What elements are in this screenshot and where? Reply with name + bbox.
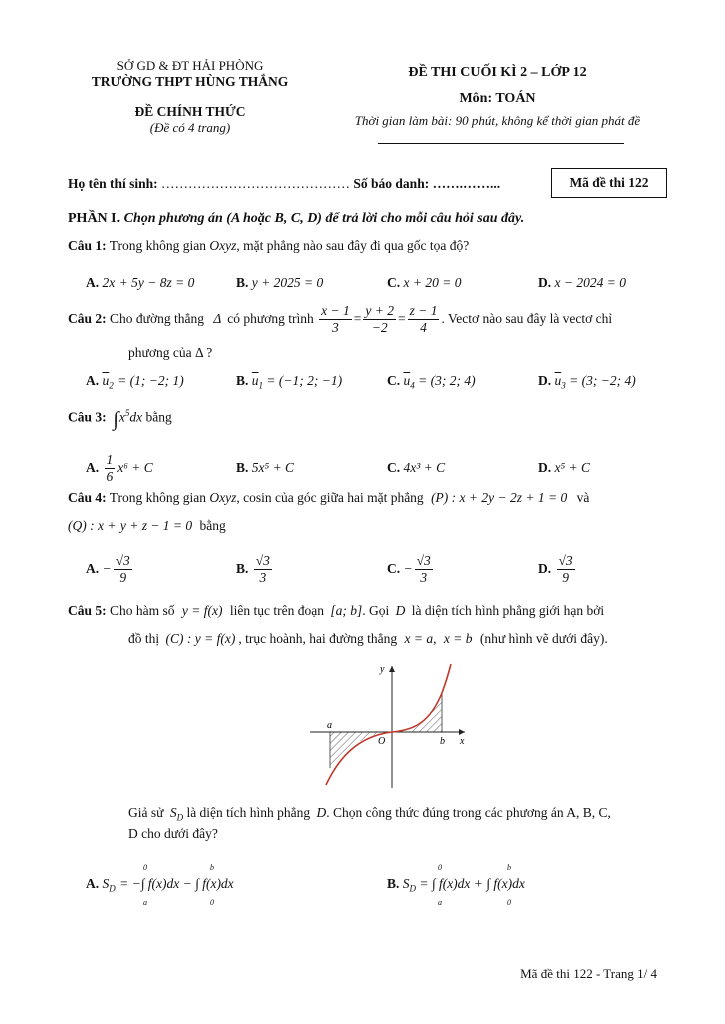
q2-stem: Câu 2: Cho đường thẳng Δ có phương trình $\frac{x - 1}{3}$ = $\frac{y + 2}{-2}$ = $\frac{z - 1}{4}$ . Vectơ nào sau đây là vectơ chỉ [68,303,613,335]
q1-option-a[interactable]: A. 2x + 5y − 8z = 0 [86,275,195,290]
q4-option-d[interactable]: D. $\frac{√3}{9}$ [538,553,573,585]
dept-name: SỞ GD & ĐT HẢI PHÒNG [116,58,264,73]
q2-option-b[interactable]: B. $\overline{u}_1 = (-1$; 2; −1) [236,373,343,391]
sbd-label: Số báo danh: [353,176,430,191]
x-axis-arrow [459,729,465,735]
q3-stem: Câu 3: $\int x^5dx$ bằng [68,408,172,431]
exam-code-box: Mã đề thi 122 [551,168,667,198]
candidate-line [68,176,500,192]
q3-option-d[interactable]: D. x⁵ + C [538,460,591,475]
q5-stem-line2: đồ thị (C) : y = f(x) , trục hoành, hai đường thẳng x = a, x = b (như hình vẽ dưới đây). [128,631,608,646]
q5-stem: Câu 5: Cho hàm số y = f(x) liên tục trên đoạn [a; b]. Gọi D là diện tích hình phẳng giới hạn bởi [68,603,605,618]
q1-stem: Câu 1: Trong không gian Oxyz, mặt phẳng nào sau đây đi qua gốc tọa độ? [68,238,470,253]
q4-option-b[interactable]: B. $\frac{√3}{3}$ [236,553,270,585]
q3-option-b[interactable]: B. 5x⁵ + C [236,460,295,475]
q5-graph [300,660,480,795]
q1-option-c[interactable]: C. x + 20 = 0 [387,275,462,290]
q4-option-a[interactable]: A. − $\frac{√3}{9}$ [86,553,130,585]
q2-option-d[interactable]: D. $\overline{u}_3 = (3$; −2; 4) [538,373,636,391]
y-label: y [380,664,385,675]
q5-after-line1: Giả sử $S_D$ là diện tích hình phẳng D. Chọn công thức đúng trong các phương án A, B, C, [128,805,611,823]
q2-frac-y: $\frac{y + 2}{-2}$ [365,303,394,335]
b-label: b [440,736,445,747]
q4-option-c[interactable]: C. − $\frac{√3}{3}$ [387,553,431,585]
y-axis-arrow [389,666,395,672]
header-right [330,65,665,129]
q5-option-a[interactable]: A. $S_D$ = −∫ f(x)dx − ∫ f(x)dx [86,876,234,894]
x-label: x [460,736,465,747]
q5-option-b[interactable]: B. $S_D$ = ∫ f(x)dx + ∫ f(x)dx [387,876,525,894]
exam-title: ĐỀ THI CUỐI KÌ 2 – LỚP 12 [408,65,587,80]
q2-option-c[interactable]: C. $\overline{u}_4 = (3$; 2; 4) [387,373,476,391]
q3-option-c[interactable]: C. 4x³ + C [387,460,446,475]
header-left [60,58,320,136]
q4-stem-line2: (Q) : x + y + z − 1 = 0 bằng [68,518,226,533]
page-footer: Mã đề thi 122 - Trang 1/ 4 [520,966,657,981]
name-label: Họ tên thí sinh: [68,176,158,191]
q2-frac-x: $\frac{x - 1}{3}$ [321,303,350,335]
a-label: a [327,720,332,731]
header-underline [378,143,624,144]
name-dots: …………………………………… [161,176,351,191]
part1-title: PHẦN I. Chọn phương án (A hoặc B, C, D) để trả lời cho mỗi câu hỏi sau đây. [68,211,525,226]
q2-option-a[interactable]: A. $\overline{u}_2 = (1$; −2; 1) [86,373,184,391]
subject: Môn: TOÁN [459,91,536,106]
q1-option-b[interactable]: B. y + 2025 = 0 [236,275,324,290]
origin-label: O [378,736,386,747]
official-label: ĐỀ CHÍNH THỨC [134,104,246,119]
q2-frac-z: $\frac{z - 1}{4}$ [409,303,438,335]
shaded-region-right [405,693,442,732]
q2-stem-line2: phương của Δ ? [128,345,213,360]
time-note: Thời gian làm bài: 90 phút, không kể thời gian phát đề [354,113,641,128]
q4-stem: Câu 4: Trong không gian Oxyz, cosin của góc giữa hai mặt phẳng (P) : x + 2y − 2z + 1 = 0 và [68,490,590,505]
school-name: TRƯỜNG THPT HÙNG THẮNG [91,74,289,89]
q3-option-a[interactable]: A. $\frac{1}{6}$ x⁶ + C [86,452,153,484]
pages-note: (Đề có 4 trang) [149,120,231,135]
q1-option-d[interactable]: D. x − 2024 = 0 [538,275,626,290]
sbd-dots: …….……... [432,176,501,191]
q5-after-line2: D cho dưới đây? [128,826,218,841]
